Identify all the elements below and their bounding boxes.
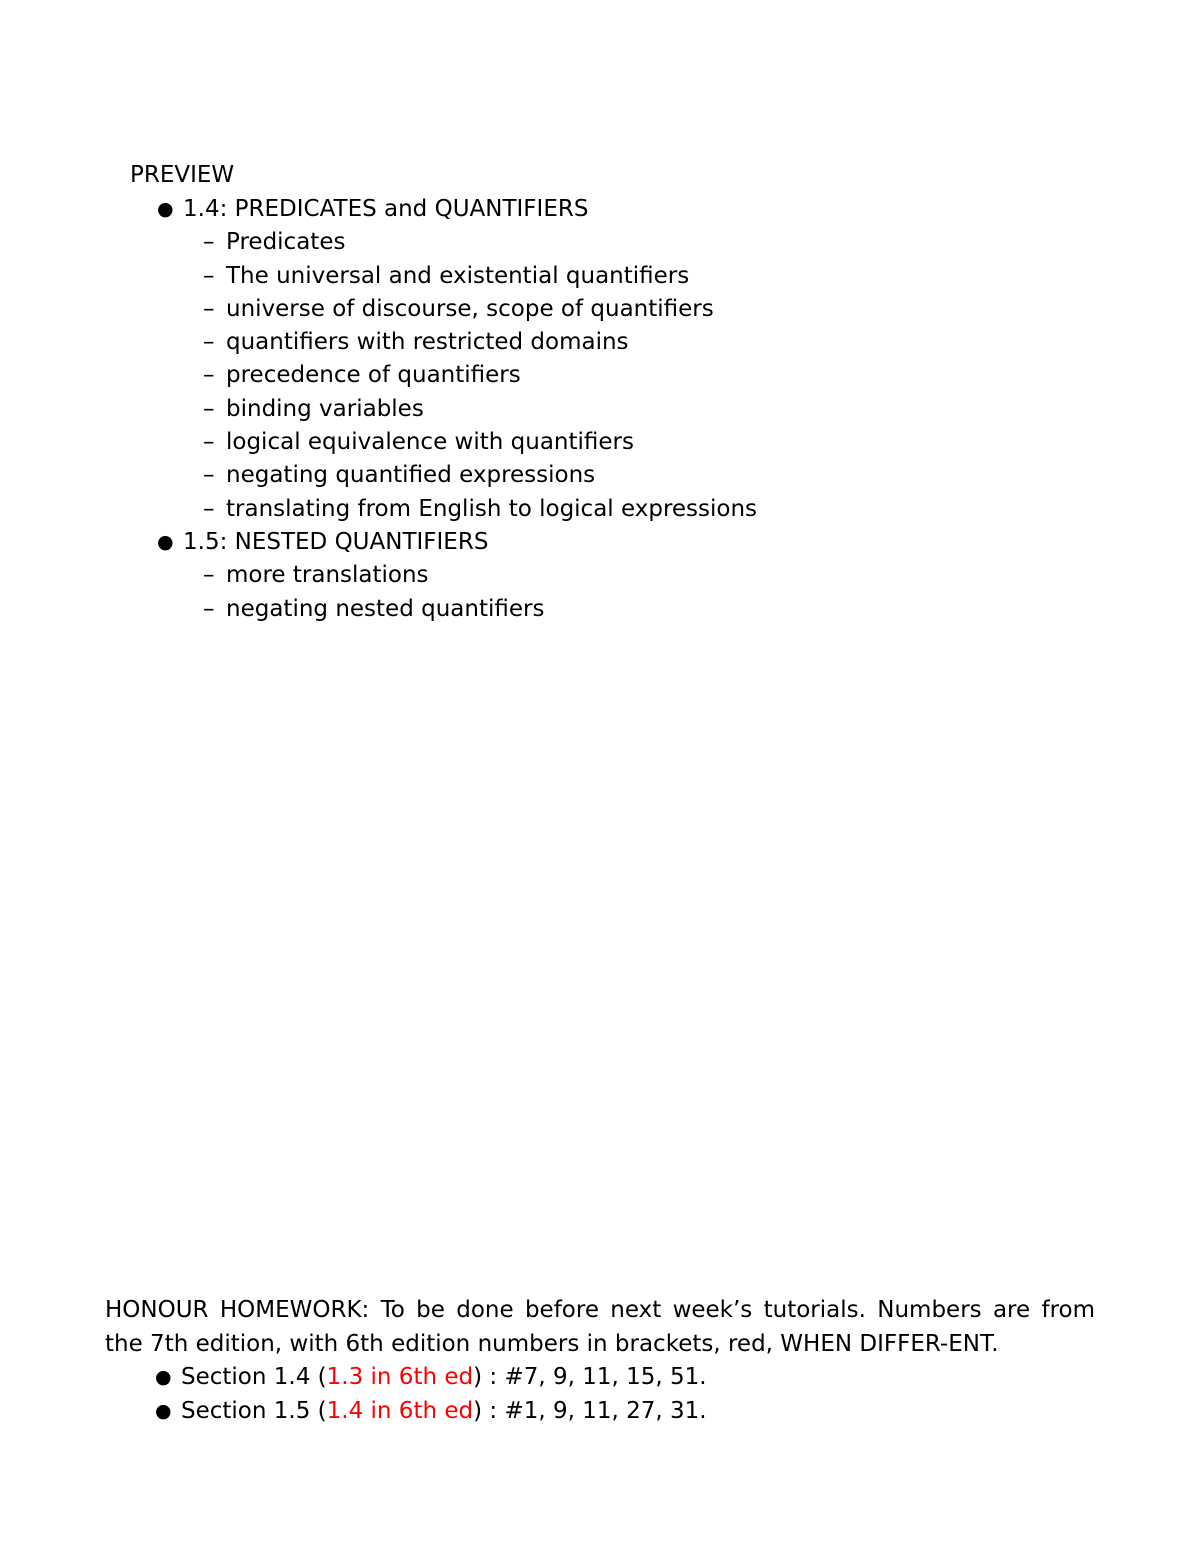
homework-item-sixth-ed: 1.4 in 6th ed xyxy=(326,1397,474,1424)
list-item-text: The universal and existential quantifiers xyxy=(226,262,690,289)
list-item-text: more translations xyxy=(226,562,429,589)
dash-icon: – xyxy=(203,362,215,389)
homework-section xyxy=(105,1294,1095,1428)
dash-icon: – xyxy=(203,595,215,622)
dash-icon: – xyxy=(203,495,215,522)
homework-intro: HONOUR HOMEWORK: To be done before next week’s tutorials. Numbers are from the 7th edition, with 6th edition numbers in brackets, red, WHEN DIFFER-ENT. xyxy=(105,1297,1095,1357)
list-item-text: logical equivalence with quantifiers xyxy=(226,429,634,456)
dash-icon: – xyxy=(203,562,215,589)
list-item-text: translating from English to logical expressions xyxy=(226,495,758,522)
section-heading xyxy=(157,526,1130,559)
topic-list xyxy=(183,226,1130,526)
list-item-text: binding variables xyxy=(226,395,424,422)
list-item xyxy=(203,393,1130,426)
list-item xyxy=(203,426,1130,459)
bullet-icon: ● xyxy=(157,198,174,220)
section-1-4 xyxy=(130,193,1130,526)
list-item-text: universe of discourse, scope of quantifiers xyxy=(226,295,714,322)
list-item-text: precedence of quantifiers xyxy=(226,362,521,389)
list-item xyxy=(203,293,1130,326)
homework-item-suffix: ) : #7, 9, 11, 15, 51. xyxy=(473,1364,707,1391)
list-item xyxy=(203,359,1130,392)
homework-item xyxy=(155,1395,1095,1429)
preview-section xyxy=(130,157,1130,626)
dash-icon: – xyxy=(203,229,215,256)
homework-item xyxy=(155,1361,1095,1395)
list-item xyxy=(203,459,1130,492)
list-item xyxy=(203,326,1130,359)
homework-item-sixth-ed: 1.3 in 6th ed xyxy=(326,1364,474,1391)
homework-item-prefix: Section 1.5 ( xyxy=(181,1397,327,1424)
list-item xyxy=(203,260,1130,293)
section-heading-text: 1.5: NESTED QUANTIFIERS xyxy=(183,528,489,555)
dash-icon: – xyxy=(203,262,215,289)
dash-icon: – xyxy=(203,462,215,489)
topic-list xyxy=(183,559,1130,626)
dash-icon: – xyxy=(203,429,215,456)
homework-item-prefix: Section 1.4 ( xyxy=(181,1364,327,1391)
list-item xyxy=(203,559,1130,592)
dash-icon: – xyxy=(203,295,215,322)
bullet-icon: ● xyxy=(155,1399,172,1422)
section-heading-text: 1.4: PREDICATES and QUANTIFIERS xyxy=(183,196,589,222)
list-item-text: quantifiers with restricted domains xyxy=(226,329,629,356)
preview-title: PREVIEW xyxy=(130,162,235,188)
dash-icon: – xyxy=(203,329,215,356)
bullet-icon: ● xyxy=(157,530,174,553)
section-1-5 xyxy=(130,526,1130,626)
list-item-text: negating quantified expressions xyxy=(226,462,596,489)
list-item-text: negating nested quantifiers xyxy=(226,595,545,622)
list-item xyxy=(203,593,1130,626)
section-heading xyxy=(157,193,1130,226)
list-item xyxy=(203,493,1130,526)
dash-icon: – xyxy=(203,395,215,422)
list-item-text: Predicates xyxy=(226,229,346,256)
list-item xyxy=(203,226,1130,259)
homework-list xyxy=(105,1361,1095,1428)
homework-item-suffix: ) : #1, 9, 11, 27, 31. xyxy=(473,1397,707,1424)
bullet-icon: ● xyxy=(155,1366,172,1389)
